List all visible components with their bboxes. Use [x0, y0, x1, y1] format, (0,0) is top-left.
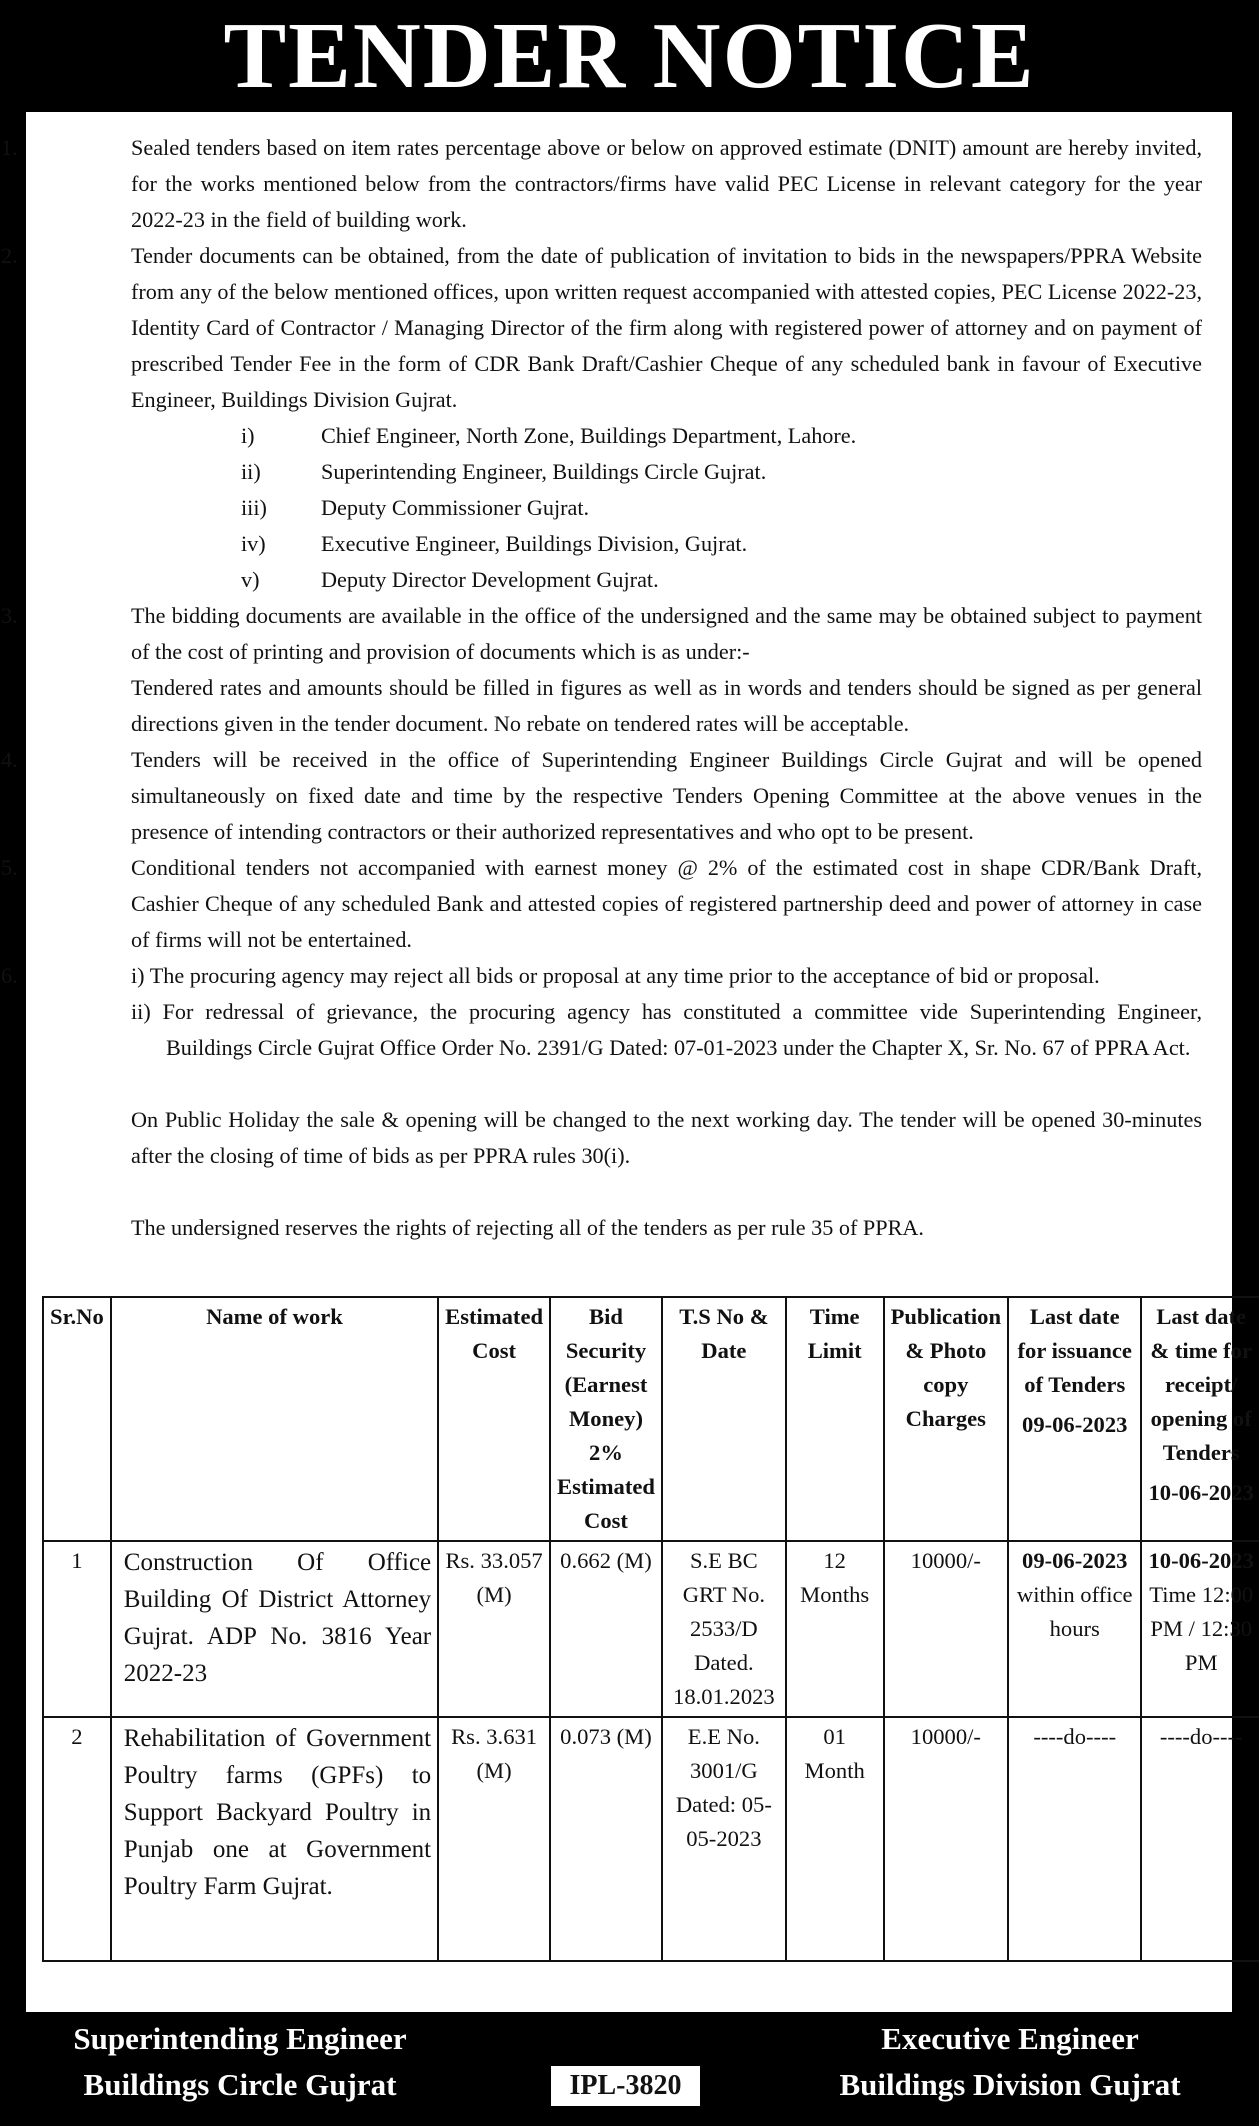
table-row — [43, 1541, 1259, 1717]
paragraph-text: Tenders will be received in the office of Superintending Engineer Buildings Circle Gujrat and will be opened simultaneously on fixed date and time by the respective Tenders Opening Committee at the above venues in the presence of intending contractors or their authorized representatives and who opt to be present. — [131, 747, 1202, 844]
header-last-date-issuance — [1008, 1297, 1141, 1541]
header-receipt-date: 10-06-2023 — [1148, 1480, 1254, 1505]
signatory-left-office: Buildings Circle Gujrat — [83, 2067, 397, 2102]
cell-ts-no-date: S.E BC GRT No. 2533/D Dated. 18.01.2023 — [662, 1541, 786, 1717]
cell-receipt-date: 10-06-2023 — [1148, 1548, 1254, 1573]
header-name-of-work: Name of work — [111, 1297, 438, 1541]
list-marker: iv) — [241, 531, 266, 556]
paragraph-4 — [1, 742, 1202, 850]
cell-receipt-note: Time 12:00 PM / 12:30 PM — [1149, 1582, 1254, 1675]
cell-srno: 1 — [43, 1541, 111, 1717]
list-item — [241, 562, 1202, 598]
page-title: TENDER NOTICE — [223, 4, 1036, 108]
header-receipt-label: Last date & time for receipt/ opening of Tenders — [1150, 1304, 1253, 1465]
paragraph-text: The bidding documents are available in the office of the undersigned and the same may be obtained subject to payment of the cost of printing and provision of documents which is as under:- — [131, 603, 1202, 664]
cell-receipt — [1141, 1541, 1259, 1717]
cell-name-of-work: Rehabilitation of Government Poultry farms (GPFs) to Support Backyard Poultry in Punjab one at Government Poultry Farm Gujrat. — [111, 1717, 438, 1961]
notice-paragraphs — [1, 130, 1202, 1246]
paragraph-3 — [1, 598, 1202, 742]
signatory-right — [780, 2016, 1240, 2108]
header-ts-no-date: T.S No & Date — [662, 1297, 786, 1541]
paragraph-1 — [1, 130, 1202, 238]
paragraph-number: 1. — [1, 135, 18, 160]
header-publication-charges: Publication & Photo copy Charges — [884, 1297, 1008, 1541]
cell-name-of-work: Construction Of Office Building Of District Attorney Gujrat. ADP No. 3816 Year 2022-23 — [111, 1541, 438, 1717]
table-row — [43, 1717, 1259, 1961]
cell-time-limit: 01 Month — [786, 1717, 884, 1961]
signatory-right-office: Buildings Division Gujrat — [839, 2067, 1181, 2102]
header-issue-label: Last date for issuance of Tenders — [1017, 1304, 1132, 1397]
cell-issuance-date: 09-06-2023 — [1022, 1548, 1128, 1573]
header-banner — [0, 0, 1259, 112]
list-text: Executive Engineer, Buildings Division, Gujrat. — [321, 531, 748, 556]
cell-receipt: ----do---- — [1141, 1717, 1259, 1961]
cell-bid-security: 0.662 (M) — [550, 1541, 662, 1717]
publication-code: IPL-3820 — [551, 2066, 700, 2106]
header-bid-security: Bid Security (Earnest Money) 2% Estimated Cost — [550, 1297, 662, 1541]
tender-table — [42, 1296, 1259, 1962]
list-text: Deputy Commissioner Gujrat. — [321, 495, 590, 520]
list-text: Superintending Engineer, Buildings Circle Gujrat. — [321, 459, 767, 484]
list-text: Chief Engineer, North Zone, Buildings Department, Lahore. — [321, 423, 857, 448]
header-last-date-receipt — [1141, 1297, 1259, 1541]
cell-bid-security: 0.073 (M) — [550, 1717, 662, 1961]
header-srno: Sr.No — [43, 1297, 111, 1541]
list-item — [241, 418, 1202, 454]
paragraph-text: Tender documents can be obtained, from the date of publication of invitation to bids in the newspapers/PPRA Website from any of the below mentioned offices, upon written request accompanied with attested copies, PEC License 2022-23, Identity Card of Contractor / Managing Director of the firm along with registered power of attorney and on payment of prescribed Tender Fee in the form of CDR Bank Draft/Cashier Cheque of any scheduled bank in favour of Executive Engineer, Buildings Division Gujrat. — [131, 243, 1202, 412]
list-marker: ii) — [241, 459, 261, 484]
list-marker: i) — [241, 423, 255, 448]
cell-issuance — [1008, 1541, 1141, 1717]
reserve-note — [66, 1210, 1202, 1246]
list-marker: v) — [241, 567, 260, 592]
paragraph-number: 2. — [1, 243, 18, 268]
signatory-left — [20, 2016, 460, 2108]
paragraph-5 — [1, 850, 1202, 958]
header-estimated-cost: Estimated Cost — [438, 1297, 550, 1541]
cell-estimated-cost: Rs. 3.631 (M) — [438, 1717, 550, 1961]
paragraph-6 — [1, 958, 1202, 1066]
paragraph-text: i) The procuring agency may reject all bids or proposal at any time prior to the acceptance of bid or proposal. — [131, 963, 1100, 988]
cell-srno: 2 — [43, 1717, 111, 1961]
signatory-right-title: Executive Engineer — [881, 2021, 1139, 2056]
holiday-text: On Public Holiday the sale & opening will be changed to the next working day. The tender will be opened 30-minutes after the closing of time of bids as per PPRA rules 30(i). — [131, 1107, 1202, 1168]
paragraph-continuation: ii) For redressal of grievance, the procuring agency has constituted a committee vide Superintending Engineer, Buildings Circle Gujrat Office Order No. 2391/G Dated: 07-01-2023 under the Chapter X, Sr. No. 67 of PPRA Act. — [131, 999, 1202, 1060]
paragraph-2 — [1, 238, 1202, 418]
notice-body-panel — [1, 112, 1254, 2012]
office-list — [66, 418, 1202, 598]
paragraph-text: Conditional tenders not accompanied with earnest money @ 2% of the estimated cost in shape CDR/Bank Draft, Cashier Cheque of any scheduled Bank and attested copies of registered partnership deed and power of attorney in case of firms will not be entertained. — [131, 855, 1202, 952]
paragraph-number: 6. — [1, 963, 18, 988]
table-header-row — [43, 1297, 1259, 1541]
paragraph-number: 5. — [1, 855, 18, 880]
cell-publication-charges: 10000/- — [884, 1717, 1008, 1961]
paragraph-text: Sealed tenders based on item rates percentage above or below on approved estimate (DNIT) amount are hereby invited, for the works mentioned below from the contractors/firms have valid PEC License in relevant category for the year 2022-23 in the field of building work. — [131, 135, 1202, 232]
paragraph-number: 3. — [1, 603, 18, 628]
paragraph-continuation: Tendered rates and amounts should be filled in figures as well as in words and tenders should be signed as per general directions given in the tender document. No rebate on tendered rates will be acceptable. — [131, 675, 1202, 736]
paragraph-number: 4. — [1, 747, 18, 772]
cell-estimated-cost: Rs. 33.057 (M) — [438, 1541, 550, 1717]
list-item — [241, 526, 1202, 562]
reserve-text: The undersigned reserves the rights of rejecting all of the tenders as per rule 35 of PPRA. — [131, 1215, 924, 1240]
list-item — [241, 490, 1202, 526]
cell-time-limit: 12 Months — [786, 1541, 884, 1717]
header-issue-date: 09-06-2023 — [1022, 1412, 1128, 1437]
cell-issuance-note: within office hours — [1016, 1582, 1133, 1641]
cell-ts-no-date: E.E No. 3001/G Dated: 05-05-2023 — [662, 1717, 786, 1961]
list-text: Deputy Director Development Gujrat. — [321, 567, 659, 592]
header-time-limit: Time Limit — [786, 1297, 884, 1541]
list-marker: iii) — [241, 495, 267, 520]
cell-issuance: ----do---- — [1008, 1717, 1141, 1961]
holiday-note — [66, 1102, 1202, 1174]
cell-publication-charges: 10000/- — [884, 1541, 1008, 1717]
signatory-left-title: Superintending Engineer — [73, 2021, 407, 2056]
list-item — [241, 454, 1202, 490]
